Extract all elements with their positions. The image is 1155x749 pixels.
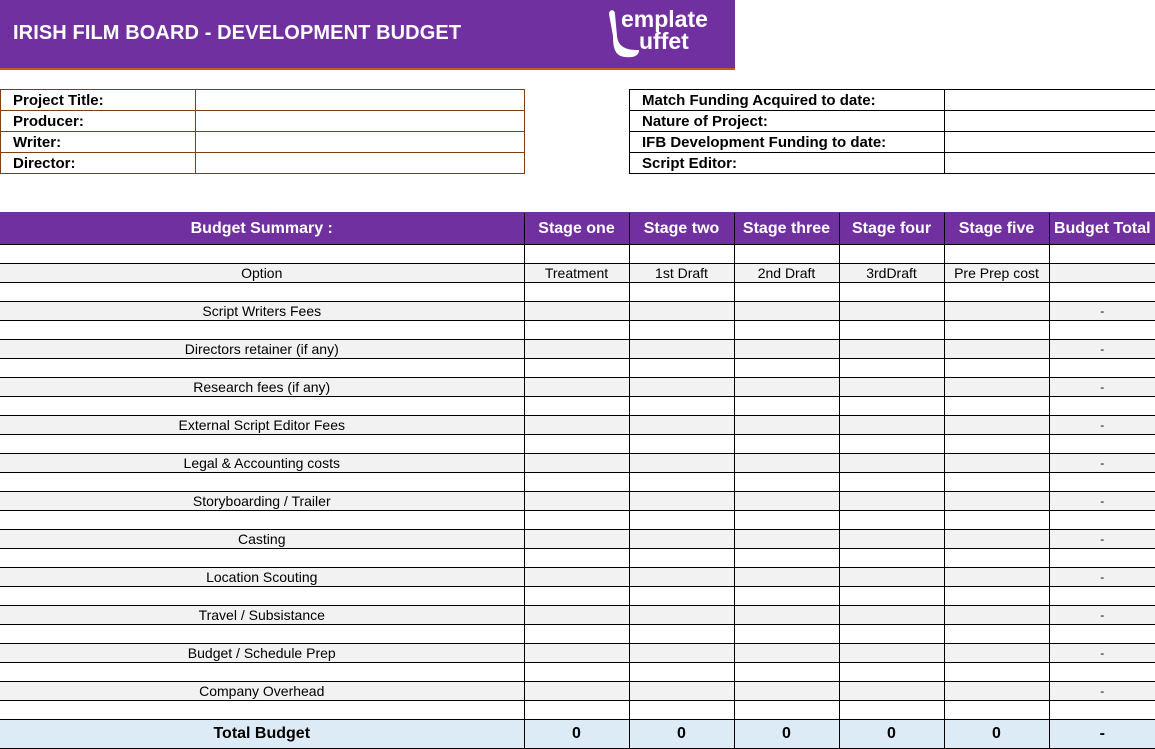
stage-four-cell[interactable] bbox=[839, 416, 944, 435]
row-label: Company Overhead bbox=[0, 682, 524, 701]
project-info-left-table bbox=[0, 89, 525, 174]
stage-three-cell[interactable] bbox=[734, 644, 839, 663]
stage-four-cell[interactable] bbox=[839, 492, 944, 511]
col-header-budget-summary: Budget Summary : bbox=[0, 213, 524, 245]
stage-five-cell[interactable] bbox=[944, 340, 1049, 359]
cell[interactable] bbox=[629, 245, 734, 264]
spacer-row bbox=[0, 435, 1155, 454]
spacer-row bbox=[0, 245, 1155, 264]
col-header-stage-three: Stage three bbox=[734, 213, 839, 245]
col-header-stage-five: Stage five bbox=[944, 213, 1049, 245]
info-row-nature-of-project bbox=[630, 111, 1155, 132]
stage-one-cell[interactable] bbox=[524, 644, 629, 663]
total-stage-four: 0 bbox=[839, 720, 944, 749]
row-total: - bbox=[1049, 530, 1155, 549]
cell[interactable] bbox=[944, 511, 1049, 530]
budget-row-directors-retainer bbox=[0, 340, 1155, 359]
cell[interactable] bbox=[839, 283, 944, 302]
budget-row-storyboarding-trailer bbox=[0, 492, 1155, 511]
stage-two-cell[interactable] bbox=[629, 416, 734, 435]
cell[interactable] bbox=[1049, 283, 1155, 302]
total-stage-three: 0 bbox=[734, 720, 839, 749]
info-row-producer bbox=[1, 111, 525, 132]
row-total: - bbox=[1049, 416, 1155, 435]
cell[interactable] bbox=[734, 587, 839, 606]
stage-four-cell[interactable] bbox=[839, 530, 944, 549]
stage-one-cell[interactable] bbox=[524, 606, 629, 625]
cell[interactable] bbox=[524, 587, 629, 606]
cell[interactable] bbox=[524, 625, 629, 644]
stage-five-cell[interactable] bbox=[944, 302, 1049, 321]
cell[interactable] bbox=[734, 435, 839, 454]
budget-row-legal-accounting bbox=[0, 454, 1155, 473]
stage-three-cell[interactable] bbox=[734, 416, 839, 435]
cell[interactable] bbox=[0, 245, 524, 264]
cell[interactable] bbox=[0, 321, 524, 340]
cell[interactable] bbox=[944, 245, 1049, 264]
spacer-row bbox=[0, 511, 1155, 530]
cell[interactable] bbox=[734, 701, 839, 720]
cell[interactable] bbox=[0, 701, 524, 720]
info-row-project-title bbox=[1, 90, 525, 111]
budget-row-external-script-editor-fees bbox=[0, 416, 1155, 435]
cell[interactable] bbox=[524, 321, 629, 340]
option-row bbox=[0, 264, 1155, 283]
row-total: - bbox=[1049, 378, 1155, 397]
total-budget-label: Total Budget bbox=[0, 720, 524, 749]
stage-two-cell[interactable] bbox=[629, 682, 734, 701]
cell[interactable] bbox=[1049, 625, 1155, 644]
info-row-match-funding bbox=[630, 90, 1155, 111]
cell[interactable] bbox=[524, 701, 629, 720]
cell[interactable] bbox=[629, 625, 734, 644]
stage-one-cell[interactable] bbox=[524, 682, 629, 701]
stage-one-cell[interactable] bbox=[524, 530, 629, 549]
cell[interactable] bbox=[734, 359, 839, 378]
cell[interactable] bbox=[839, 701, 944, 720]
row-total: - bbox=[1049, 568, 1155, 587]
col-header-stage-four: Stage four bbox=[839, 213, 944, 245]
row-label: Location Scouting bbox=[0, 568, 524, 587]
row-total: - bbox=[1049, 682, 1155, 701]
cell[interactable] bbox=[944, 321, 1049, 340]
cell[interactable] bbox=[629, 663, 734, 682]
info-label: Nature of Project: bbox=[630, 111, 945, 132]
stage-two-cell[interactable] bbox=[629, 340, 734, 359]
col-header-budget-total: Budget Total bbox=[1049, 213, 1155, 245]
stage-four-cell[interactable] bbox=[839, 454, 944, 473]
stage-five-cell[interactable] bbox=[944, 454, 1049, 473]
cell[interactable] bbox=[944, 283, 1049, 302]
cell[interactable] bbox=[524, 245, 629, 264]
cell[interactable] bbox=[0, 587, 524, 606]
cell[interactable] bbox=[1049, 549, 1155, 568]
cell[interactable] bbox=[1049, 397, 1155, 416]
stage-five-cell[interactable] bbox=[944, 378, 1049, 397]
spacer-row bbox=[0, 397, 1155, 416]
project-info-right-table bbox=[629, 89, 1155, 174]
info-row-script-editor bbox=[630, 153, 1155, 174]
cell[interactable] bbox=[0, 549, 524, 568]
stage-three-cell[interactable] bbox=[734, 378, 839, 397]
cell[interactable] bbox=[944, 587, 1049, 606]
stage-five-cell[interactable] bbox=[944, 416, 1049, 435]
cell[interactable] bbox=[839, 549, 944, 568]
cell[interactable] bbox=[944, 435, 1049, 454]
cell[interactable] bbox=[839, 663, 944, 682]
logo-text-line2: uffet bbox=[639, 29, 689, 53]
stage-one-cell[interactable] bbox=[524, 492, 629, 511]
cell[interactable] bbox=[524, 283, 629, 302]
stage-five-cell[interactable] bbox=[944, 606, 1049, 625]
info-label: IFB Development Funding to date: bbox=[630, 132, 945, 153]
option-stage-four[interactable]: 3rdDraft bbox=[839, 264, 944, 283]
spacer-row bbox=[0, 473, 1155, 492]
project-title-field[interactable] bbox=[196, 90, 525, 111]
cell[interactable] bbox=[524, 511, 629, 530]
cell[interactable] bbox=[734, 283, 839, 302]
row-label: Script Writers Fees bbox=[0, 302, 524, 321]
spacer-row bbox=[0, 625, 1155, 644]
stage-three-cell[interactable] bbox=[734, 606, 839, 625]
match-funding-field[interactable] bbox=[945, 90, 1155, 111]
director-field[interactable] bbox=[196, 153, 525, 174]
stage-two-cell[interactable] bbox=[629, 378, 734, 397]
row-total: - bbox=[1049, 302, 1155, 321]
stage-one-cell[interactable] bbox=[524, 416, 629, 435]
row-total: - bbox=[1049, 644, 1155, 663]
row-label: Casting bbox=[0, 530, 524, 549]
cell[interactable] bbox=[734, 549, 839, 568]
cell[interactable] bbox=[734, 245, 839, 264]
stage-two-cell[interactable] bbox=[629, 492, 734, 511]
cell[interactable] bbox=[1049, 663, 1155, 682]
cell[interactable] bbox=[0, 359, 524, 378]
cell[interactable] bbox=[629, 359, 734, 378]
stage-two-cell[interactable] bbox=[629, 568, 734, 587]
cell[interactable] bbox=[629, 321, 734, 340]
total-stage-two: 0 bbox=[629, 720, 734, 749]
template-buffet-logo bbox=[603, 6, 728, 62]
row-label: Legal & Accounting costs bbox=[0, 454, 524, 473]
stage-five-cell[interactable] bbox=[944, 682, 1049, 701]
budget-row-budget-schedule-prep bbox=[0, 644, 1155, 663]
stage-five-cell[interactable] bbox=[944, 644, 1049, 663]
cell[interactable] bbox=[524, 549, 629, 568]
cell[interactable] bbox=[1049, 435, 1155, 454]
option-stage-three[interactable]: 2nd Draft bbox=[734, 264, 839, 283]
script-editor-field[interactable] bbox=[945, 153, 1155, 174]
stage-three-cell[interactable] bbox=[734, 568, 839, 587]
option-stage-five[interactable]: Pre Prep cost bbox=[944, 264, 1049, 283]
row-total: - bbox=[1049, 492, 1155, 511]
cell[interactable] bbox=[524, 435, 629, 454]
cell[interactable] bbox=[1049, 321, 1155, 340]
stage-three-cell[interactable] bbox=[734, 530, 839, 549]
cell[interactable] bbox=[944, 473, 1049, 492]
cell[interactable] bbox=[629, 283, 734, 302]
total-stage-one: 0 bbox=[524, 720, 629, 749]
cell[interactable] bbox=[1049, 587, 1155, 606]
budget-row-location-scouting bbox=[0, 568, 1155, 587]
stage-four-cell[interactable] bbox=[839, 568, 944, 587]
stage-four-cell[interactable] bbox=[839, 682, 944, 701]
cell[interactable] bbox=[1049, 359, 1155, 378]
cell[interactable] bbox=[839, 587, 944, 606]
cell[interactable] bbox=[944, 549, 1049, 568]
cell[interactable] bbox=[0, 511, 524, 530]
cell[interactable] bbox=[629, 511, 734, 530]
budget-row-research-fees bbox=[0, 378, 1155, 397]
stage-two-cell[interactable] bbox=[629, 454, 734, 473]
stage-three-cell[interactable] bbox=[734, 682, 839, 701]
spacer-row bbox=[0, 359, 1155, 378]
stage-two-cell[interactable] bbox=[629, 530, 734, 549]
stage-one-cell[interactable] bbox=[524, 340, 629, 359]
budget-header-row bbox=[0, 213, 1155, 245]
info-label: Project Title: bbox=[1, 90, 196, 111]
stage-one-cell[interactable] bbox=[524, 568, 629, 587]
row-label: Research fees (if any) bbox=[0, 378, 524, 397]
option-stage-one[interactable]: Treatment bbox=[524, 264, 629, 283]
stage-three-cell[interactable] bbox=[734, 302, 839, 321]
cell[interactable] bbox=[839, 625, 944, 644]
writer-field[interactable] bbox=[196, 132, 525, 153]
spacer-row bbox=[0, 663, 1155, 682]
budget-summary-table bbox=[0, 212, 1155, 749]
cell[interactable] bbox=[0, 663, 524, 682]
option-stage-two[interactable]: 1st Draft bbox=[629, 264, 734, 283]
producer-field[interactable] bbox=[196, 111, 525, 132]
cell[interactable] bbox=[629, 587, 734, 606]
spacer-row bbox=[0, 321, 1155, 340]
budget-row-travel-subsistance bbox=[0, 606, 1155, 625]
nature-of-project-field[interactable] bbox=[945, 111, 1155, 132]
stage-one-cell[interactable] bbox=[524, 454, 629, 473]
row-label: Option bbox=[0, 264, 524, 283]
cell[interactable] bbox=[0, 435, 524, 454]
cell[interactable] bbox=[734, 663, 839, 682]
cell[interactable] bbox=[524, 359, 629, 378]
cell[interactable] bbox=[839, 359, 944, 378]
cell[interactable] bbox=[944, 625, 1049, 644]
row-total: - bbox=[1049, 454, 1155, 473]
stage-four-cell[interactable] bbox=[839, 606, 944, 625]
spacer-row bbox=[0, 701, 1155, 720]
col-header-stage-one: Stage one bbox=[524, 213, 629, 245]
col-header-stage-two: Stage two bbox=[629, 213, 734, 245]
cell[interactable] bbox=[734, 511, 839, 530]
cell[interactable] bbox=[839, 511, 944, 530]
cell[interactable] bbox=[734, 321, 839, 340]
cell[interactable] bbox=[944, 701, 1049, 720]
stage-three-cell[interactable] bbox=[734, 340, 839, 359]
cell[interactable] bbox=[734, 397, 839, 416]
cell[interactable] bbox=[839, 321, 944, 340]
spacer-row bbox=[0, 587, 1155, 606]
stage-four-cell[interactable] bbox=[839, 644, 944, 663]
ifb-funding-field[interactable] bbox=[945, 132, 1155, 153]
cell[interactable] bbox=[0, 397, 524, 416]
cell[interactable] bbox=[629, 397, 734, 416]
cell[interactable] bbox=[839, 245, 944, 264]
cell[interactable] bbox=[524, 397, 629, 416]
cell[interactable] bbox=[1049, 473, 1155, 492]
cell[interactable] bbox=[629, 435, 734, 454]
cell[interactable] bbox=[0, 625, 524, 644]
stage-four-cell[interactable] bbox=[839, 378, 944, 397]
cell[interactable] bbox=[839, 397, 944, 416]
cell[interactable] bbox=[734, 473, 839, 492]
cell[interactable] bbox=[1049, 701, 1155, 720]
row-label: Storyboarding / Trailer bbox=[0, 492, 524, 511]
stage-one-cell[interactable] bbox=[524, 378, 629, 397]
budget-row-casting bbox=[0, 530, 1155, 549]
stage-five-cell[interactable] bbox=[944, 492, 1049, 511]
stage-three-cell[interactable] bbox=[734, 492, 839, 511]
stage-five-cell[interactable] bbox=[944, 530, 1049, 549]
budget-row-script-writers-fees bbox=[0, 302, 1155, 321]
row-label: Directors retainer (if any) bbox=[0, 340, 524, 359]
cell[interactable] bbox=[734, 625, 839, 644]
cell[interactable] bbox=[629, 549, 734, 568]
row-label: Travel / Subsistance bbox=[0, 606, 524, 625]
cell[interactable] bbox=[629, 473, 734, 492]
cell[interactable] bbox=[839, 473, 944, 492]
cell[interactable] bbox=[0, 473, 524, 492]
stage-two-cell[interactable] bbox=[629, 302, 734, 321]
stage-one-cell[interactable] bbox=[524, 302, 629, 321]
row-total: - bbox=[1049, 606, 1155, 625]
total-budget-row bbox=[0, 720, 1155, 749]
stage-four-cell[interactable] bbox=[839, 340, 944, 359]
row-total: - bbox=[1049, 340, 1155, 359]
stage-four-cell[interactable] bbox=[839, 302, 944, 321]
info-label: Writer: bbox=[1, 132, 196, 153]
cell[interactable] bbox=[839, 435, 944, 454]
option-total[interactable] bbox=[1049, 264, 1155, 283]
info-label: Match Funding Acquired to date: bbox=[630, 90, 945, 111]
info-row-ifb-funding bbox=[630, 132, 1155, 153]
spacer-row bbox=[0, 283, 1155, 302]
info-row-writer bbox=[1, 132, 525, 153]
row-label: External Script Editor Fees bbox=[0, 416, 524, 435]
stage-five-cell[interactable] bbox=[944, 568, 1049, 587]
budget-row-company-overhead bbox=[0, 682, 1155, 701]
title-banner bbox=[0, 0, 735, 70]
cell[interactable] bbox=[524, 473, 629, 492]
grand-total: - bbox=[1049, 720, 1155, 749]
cell[interactable] bbox=[944, 359, 1049, 378]
info-label: Producer: bbox=[1, 111, 196, 132]
stage-two-cell[interactable] bbox=[629, 606, 734, 625]
info-label: Director: bbox=[1, 153, 196, 174]
logo-text-line1: emplate bbox=[621, 7, 708, 31]
page-title: IRISH FILM BOARD - DEVELOPMENT BUDGET bbox=[13, 22, 461, 45]
cell[interactable] bbox=[629, 701, 734, 720]
row-label: Budget / Schedule Prep bbox=[0, 644, 524, 663]
cell[interactable] bbox=[1049, 511, 1155, 530]
cell[interactable] bbox=[524, 663, 629, 682]
info-label: Script Editor: bbox=[630, 153, 945, 174]
total-stage-five: 0 bbox=[944, 720, 1049, 749]
cell[interactable] bbox=[1049, 245, 1155, 264]
spacer-row bbox=[0, 549, 1155, 568]
stage-two-cell[interactable] bbox=[629, 644, 734, 663]
stage-three-cell[interactable] bbox=[734, 454, 839, 473]
cell[interactable] bbox=[944, 663, 1049, 682]
info-row-director bbox=[1, 153, 525, 174]
cell[interactable] bbox=[0, 283, 524, 302]
cell[interactable] bbox=[944, 397, 1049, 416]
